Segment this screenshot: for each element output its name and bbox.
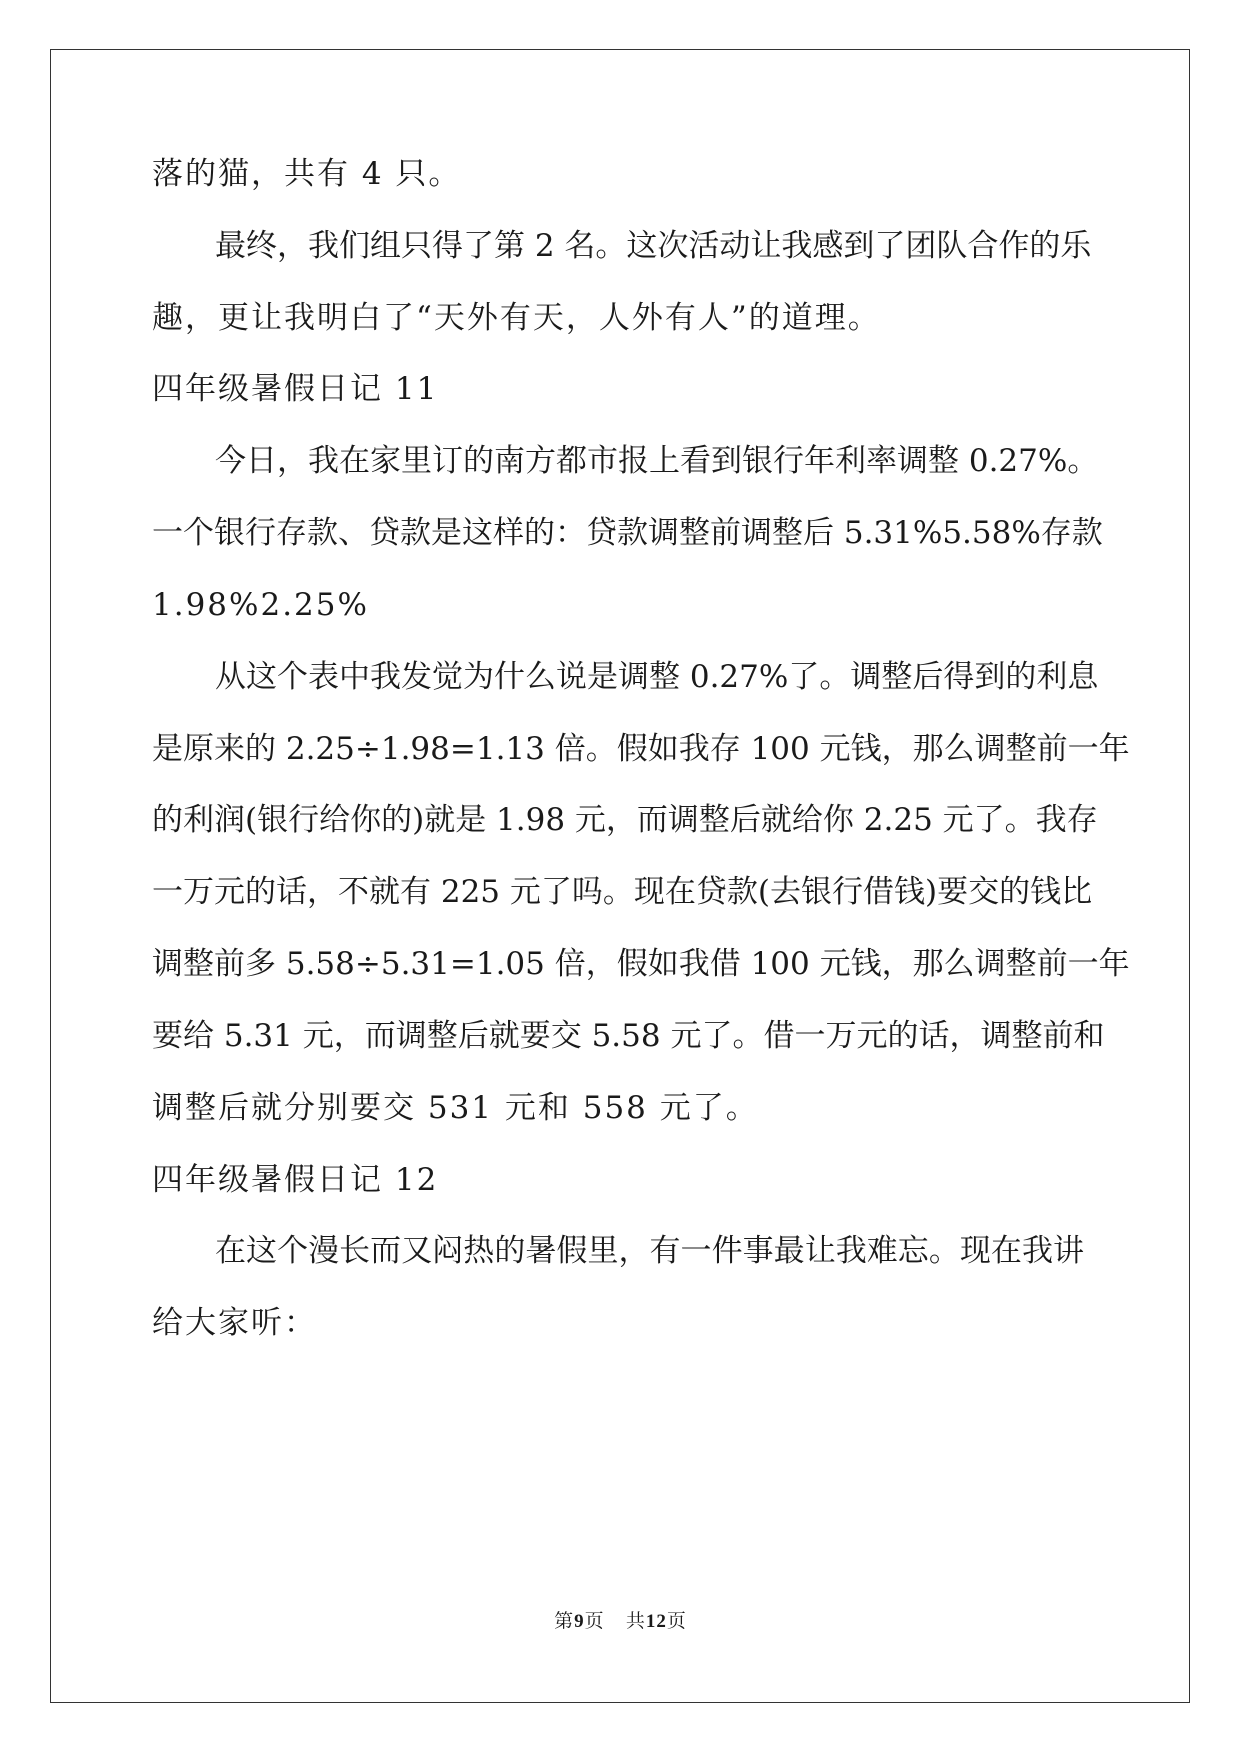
- paragraph-line: 趣，更让我明白了“天外有天，人外有人”的道理。: [152, 300, 881, 336]
- page-footer: [0, 1609, 1241, 1634]
- section-heading: 四年级暑假日记 12: [152, 1162, 439, 1198]
- paragraph-line: 在这个漫长而又闷热的暑假里，有一件事最让我难忘。现在我讲: [215, 1233, 1084, 1269]
- footer-prefix: 第: [554, 1610, 575, 1632]
- paragraph-line: 落的猫，共有 4 只。: [152, 156, 462, 192]
- paragraph-line: 一个银行存款、贷款是这样的：贷款调整前调整后 5.31%5.58%存款: [152, 515, 1103, 551]
- paragraph-line: 要给 5.31 元，而调整后就要交 5.58 元了。借一万元的话，调整前和: [152, 1018, 1105, 1054]
- paragraph-line: 最终，我们组只得了第 2 名。这次活动让我感到了团队合作的乐: [215, 228, 1092, 264]
- paragraph-line: 给大家听：: [152, 1305, 317, 1341]
- paragraph-line: 调整前多 5.58÷5.31=1.05 倍，假如我借 100 元钱，那么调整前一年: [152, 946, 1130, 982]
- footer-page-suffix: 页: [584, 1610, 605, 1632]
- footer-total-prefix: 共: [625, 1610, 646, 1632]
- paragraph-line: 今日，我在家里订的南方都市报上看到银行年利率调整 0.27%。: [215, 443, 1099, 479]
- section-heading: 四年级暑假日记 11: [152, 371, 439, 407]
- paragraph-line: 1.98%2.25%: [152, 587, 369, 623]
- paragraph-line: 调整后就分别要交 531 元和 558 元了。: [152, 1090, 759, 1126]
- paragraph-line: 从这个表中我发觉为什么说是调整 0.27%了。调整后得到的利息: [215, 659, 1099, 695]
- paragraph-line: 是原来的 2.25÷1.98=1.13 倍。假如我存 100 元钱，那么调整前一年: [152, 731, 1130, 767]
- footer-total-suffix: 页: [666, 1610, 687, 1632]
- paragraph-line: 的利润(银行给你的)就是 1.98 元，而调整后就给你 2.25 元了。我存: [152, 802, 1098, 838]
- paragraph-line: 一万元的话，不就有 225 元了吗。现在贷款(去银行借钱)要交的钱比: [152, 874, 1093, 910]
- page-number: 9: [574, 1611, 585, 1632]
- total-pages: 12: [645, 1611, 667, 1632]
